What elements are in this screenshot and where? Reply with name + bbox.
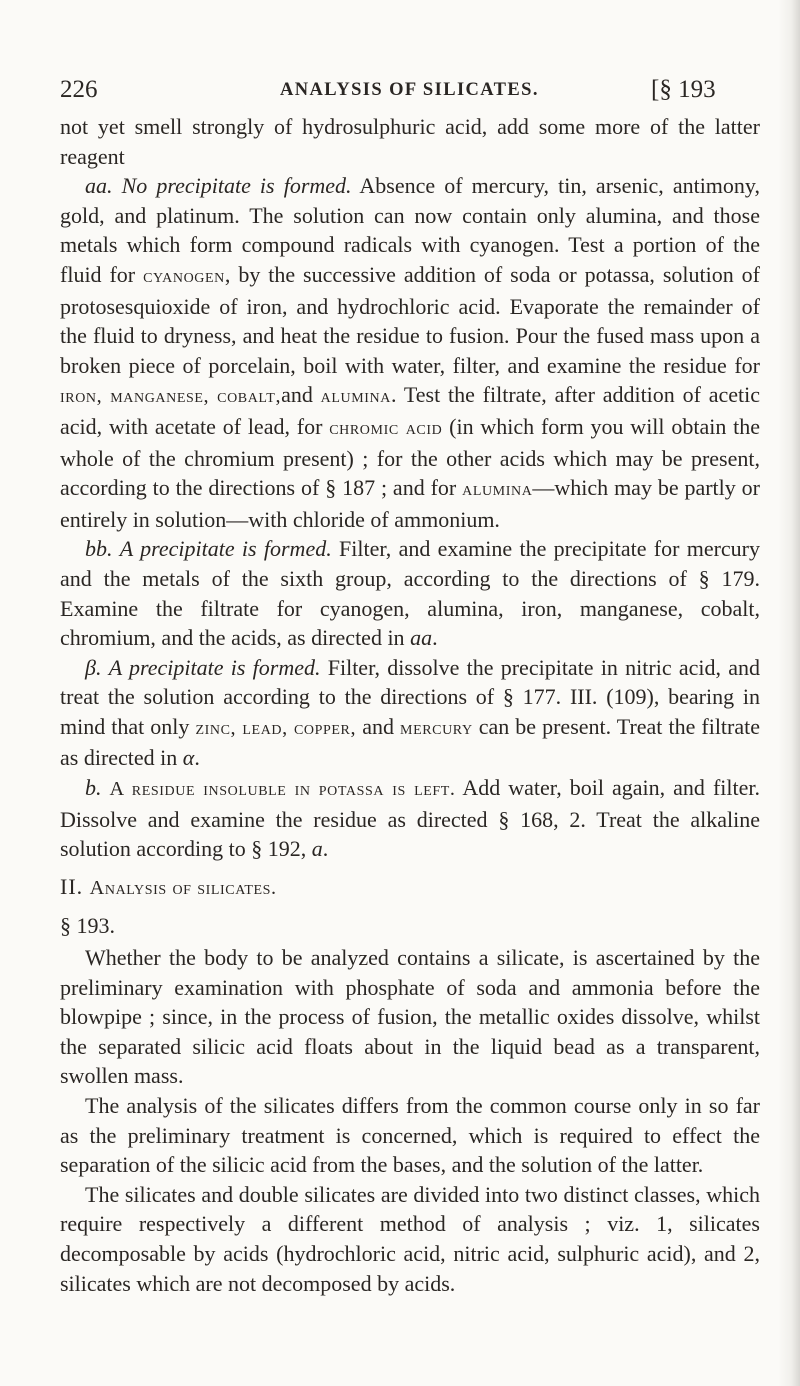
text-run: Filter, dissolve the precipitate in nitric acid, and treat the solution according to the directions of § 177. III. (109), bearing in mind that only: [60, 654, 760, 739]
paragraph-beta: [60, 653, 760, 773]
text-run: Absence of mercury, tin, arsenic, antimony, gold, and platinum. The solution can now contain only alumina, and those metals which form compound radicals with cyanogen. Test a portion of the fluid for: [60, 173, 760, 287]
text-run: Filter, and examine the precipitate for mercury and the metals of the sixth group, according to the directions of § 179. Examine the filtrate for cyanogen, alumina, iron, manganese, cobalt, chromium, and the acids, as directed in: [60, 536, 760, 651]
case-label: bb.: [85, 536, 113, 562]
text-run: (in which form you will obtain the whole of the chromium present) ; for the other acids which may be present, according to the directions of § 187 ; and for: [60, 413, 760, 501]
reagent-term: alumina: [320, 385, 391, 408]
section-heading: [60, 864, 760, 912]
paragraph-number-heading: § 193.: [60, 913, 115, 939]
paragraph-continued: [60, 112, 760, 171]
paragraph-b: [60, 773, 760, 864]
case-label: aa.: [85, 173, 113, 199]
text-run: and: [356, 713, 401, 739]
case-reference: α: [182, 745, 195, 771]
section-number: II.: [60, 873, 84, 899]
paragraph: Whether the body to be analyzed contains a silicate, is ascertained by the preliminary examination with phosphate of soda and ammonia before the blowpipe ; since, in the process of fusion, the metallic oxides dissolve, whilst the separated silicic acid floats about in the liquid bead as a transparent, swollen mass.: [60, 945, 760, 1089]
reagent-term: mercury: [400, 716, 473, 739]
text-run: can be present. Treat the filtrate as directed in: [60, 713, 761, 771]
text-run: , by the successive addition of soda or potassa, solution of protosesquioxide of iron, and hydrochloric acid. Evaporate the remainder of the fluid to dryness, and heat the residue to fusion. Pour the fused mass upon a broken piece of porcelain, boil with water, filter, and examine the residue for: [60, 261, 761, 378]
text-run: .: [322, 836, 329, 862]
section-reference: [§ 193: [651, 76, 716, 103]
text-run: Add water, boil again, and filter. Dissolve and examine the residue as directed § 168, 2. Treat the alkaline solution according to § 192,: [60, 775, 760, 862]
case-title: No precipitate is formed.: [121, 173, 352, 199]
reagent-term: chromic acid: [329, 416, 443, 439]
body-text: [60, 112, 760, 1298]
paragraph-bb: [60, 534, 760, 652]
text-run: .: [432, 625, 438, 651]
reagent-term: alumina: [462, 478, 533, 501]
page-number: 226: [60, 76, 98, 103]
running-head: [60, 76, 760, 110]
running-title: ANALYSIS OF SILICATES.: [280, 80, 539, 100]
case-heading: A residue insoluble in potassa is left.: [109, 778, 456, 801]
text-run: not yet smell strongly of hydrosulphuric acid, add some more of the latter reagent: [60, 114, 760, 169]
reagent-term: cyanogen: [143, 264, 225, 287]
case-title: A precipitate is formed.: [108, 654, 321, 680]
paragraph: The analysis of the silicates differs from the common course only in so far as the preliminary treatment is concerned, which is required to effect the separation of the silicic acid from the bases, and the solution of the latter.: [60, 1093, 760, 1178]
text-run: . Test the filtrate, after addition of acetic acid, with acetate of lead, for: [60, 382, 760, 439]
paragraph-aa: [60, 171, 760, 534]
reagent-term: zinc, lead, copper,: [195, 716, 357, 739]
section-title: Analysis of silicates.: [89, 876, 277, 899]
text-run: —which may be partly or entirely in solution—with chloride of ammonium.: [60, 475, 760, 532]
text-run: and: [281, 382, 321, 408]
case-title: A precipitate is formed.: [119, 536, 332, 562]
text-run: .: [194, 745, 200, 771]
case-reference: aa: [410, 625, 433, 651]
paragraph: The silicates and double silicates are divided into two distinct classes, which require respectively a different method of analysis ; viz. 1, silicates decomposable by acids (hydrochloric acid, nitric acid, sulphuric acid), and 2, silicates which are not decomposed by acids.: [60, 1181, 760, 1296]
page-edge-shadow: [778, 0, 800, 1386]
case-reference: a: [311, 836, 323, 862]
reagent-term: iron, manganese, cobalt,: [60, 385, 282, 408]
case-label: b.: [85, 775, 102, 801]
case-label: β.: [85, 654, 102, 680]
